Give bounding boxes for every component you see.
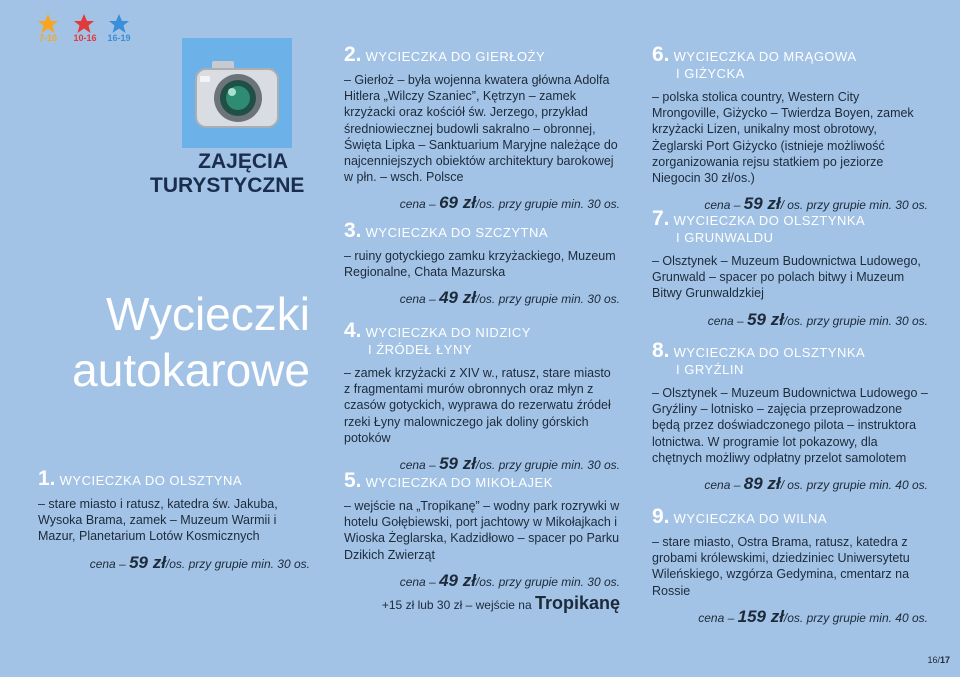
page-number: 16/17 [927,655,950,665]
trip-description: – Olsztynek – Muzeum Budownictwa Ludowego, Grunwald – spacer po polach bitwy i Muzeum Bitwy Grunwaldzkiej [652,254,921,301]
camera-image [182,38,292,148]
trip-price: cena – 159 zł/os. przy grupie min. 40 os. [698,606,928,626]
trip-description: – stare miasto i ratusz, katedra św. Jakuba, Wysoka Brama, zamek – Muzeum Warmii i Mazur, Planetarium Lotów Kosmicznych [38,497,278,544]
age-badge-3: 16-19 [107,33,131,43]
trip-8 [652,339,928,494]
trip-4 [344,319,620,474]
trip-5 [344,469,620,614]
trip-price: cena – 69 zł/os. przy grupie min. 30 os. [399,193,620,213]
trip-description: – ruiny gotyckiego zamku krzyżackiego, Muzeum Regionalne, Chata Mazurska [344,249,616,280]
page-title: Wycieczki autokarowe [72,288,310,396]
section-title: ZAJĘCIA TURYSTYCZNE [150,150,305,197]
trip-9 [652,505,928,627]
trip-6 [652,43,928,214]
trip-title: 2. WYCIECZKA DO GIERŁOŻY [344,43,546,66]
trip-title: 4. WYCIECZKA DO NIDZICY I ŹRÓDEŁ ŁYNY [344,319,531,357]
trip-description: – zamek krzyżacki z XIV w., ratusz, stare miasto z fragmentami murów obronnych oraz młyn z czasów gotyckich, wyprawa do rezerwatu źródeł rzeki Łyny malowniczego jak doliny górskich potoków [344,366,611,445]
trip-price: cena – 89 zł/ os. przy grupie min. 40 os. [704,474,928,494]
trip-extra-price: +15 zł lub 30 zł – wejście na Tropikanę [381,592,620,613]
trip-description: – wejście na „Tropikanę” – wodny park rozrywki w hotelu Gołębiewski, port jachtowy w Mikołajkach i Wioska Żeglarska, Kadzidłowo – spacer po Parku Dzikich Zwierząt [344,499,620,562]
trip-description: – Olsztynek – Muzeum Budownictwa Ludowego – Gryźliny – lotnisko – zajęcia przeprowadzone będą przez doświadczonego pilota – instruktora lotnictwa. W programie lot pokazowy, dla chętnych możliwy odpłatny przelot samolotem [652,386,928,465]
trip-description: – polska stolica country, Western City Mrongoville, Giżycko – Twierdza Boyen, zamek krzyżacki Lizen, unikalny most obrotowy, Żeglarski Port Giżycko (istnieje możliwość zorganizowania rejsu statkiem po jeziorze Niegocin 30 zł/os.) [652,90,914,186]
trip-price: cena – 59 zł/os. przy grupie min. 30 os. [707,309,928,329]
trip-description: – stare miasto, Ostra Brama, ratusz, katedra z grobami królewskimi, dziedziniec Uniwersytetu Wileńskiego, wzgórza Gedymina, cmentarz na Rossie [652,535,910,598]
age-badge-2: 10-16 [73,33,97,43]
age-badge-1: 7-10 [38,33,57,43]
trip-title: 9. WYCIECZKA DO WILNA [652,505,828,528]
camera-icon [182,38,292,148]
trip-price: cena – 49 zł/os. przy grupie min. 30 os. [399,570,620,590]
trip-title: 8. WYCIECZKA DO OLSZTYNKA I GRYŹLIN [652,339,866,377]
trip-description: – Gierłoż – była wojenna kwatera główna Adolfa Hitlera „Wilczy Szaniec”, Kętrzyn – zamek krzyżacki oraz kościół św. Jerzego, przykład średniowiecznej budowli sakralno – obronnej, Święta Lipka – Sanktuarium Maryjne należące do najcenniejszych obiektów architektury barokowej w płn. – wsch. Polsce [344,73,618,185]
trip-price: cena – 59 zł/os. przy grupie min. 30 os. [89,552,310,572]
trip-price: cena – 49 zł/os. przy grupie min. 30 os. [399,288,620,308]
age-badges [36,12,136,46]
trip-title: 7. WYCIECZKA DO OLSZTYNKA I GRUNWALDU [652,207,866,245]
trip-title: 3. WYCIECZKA DO SZCZYTNA [344,219,549,242]
trip-price: cena – 59 zł/os. przy grupie min. 30 os. [399,454,620,474]
trip-price: cena – 59 zł/ os. przy grupie min. 30 os. [704,194,928,214]
trip-title: 6. WYCIECZKA DO MRĄGOWA I GIŻYCKA [652,43,857,81]
trip-1 [38,467,310,573]
trip-title: 5. WYCIECZKA DO MIKOŁAJEK [344,469,553,492]
trip-3 [344,219,620,308]
trip-7 [652,207,928,330]
trip-2 [344,43,620,213]
trip-title: 1. WYCIECZKA DO OLSZTYNA [38,467,243,490]
